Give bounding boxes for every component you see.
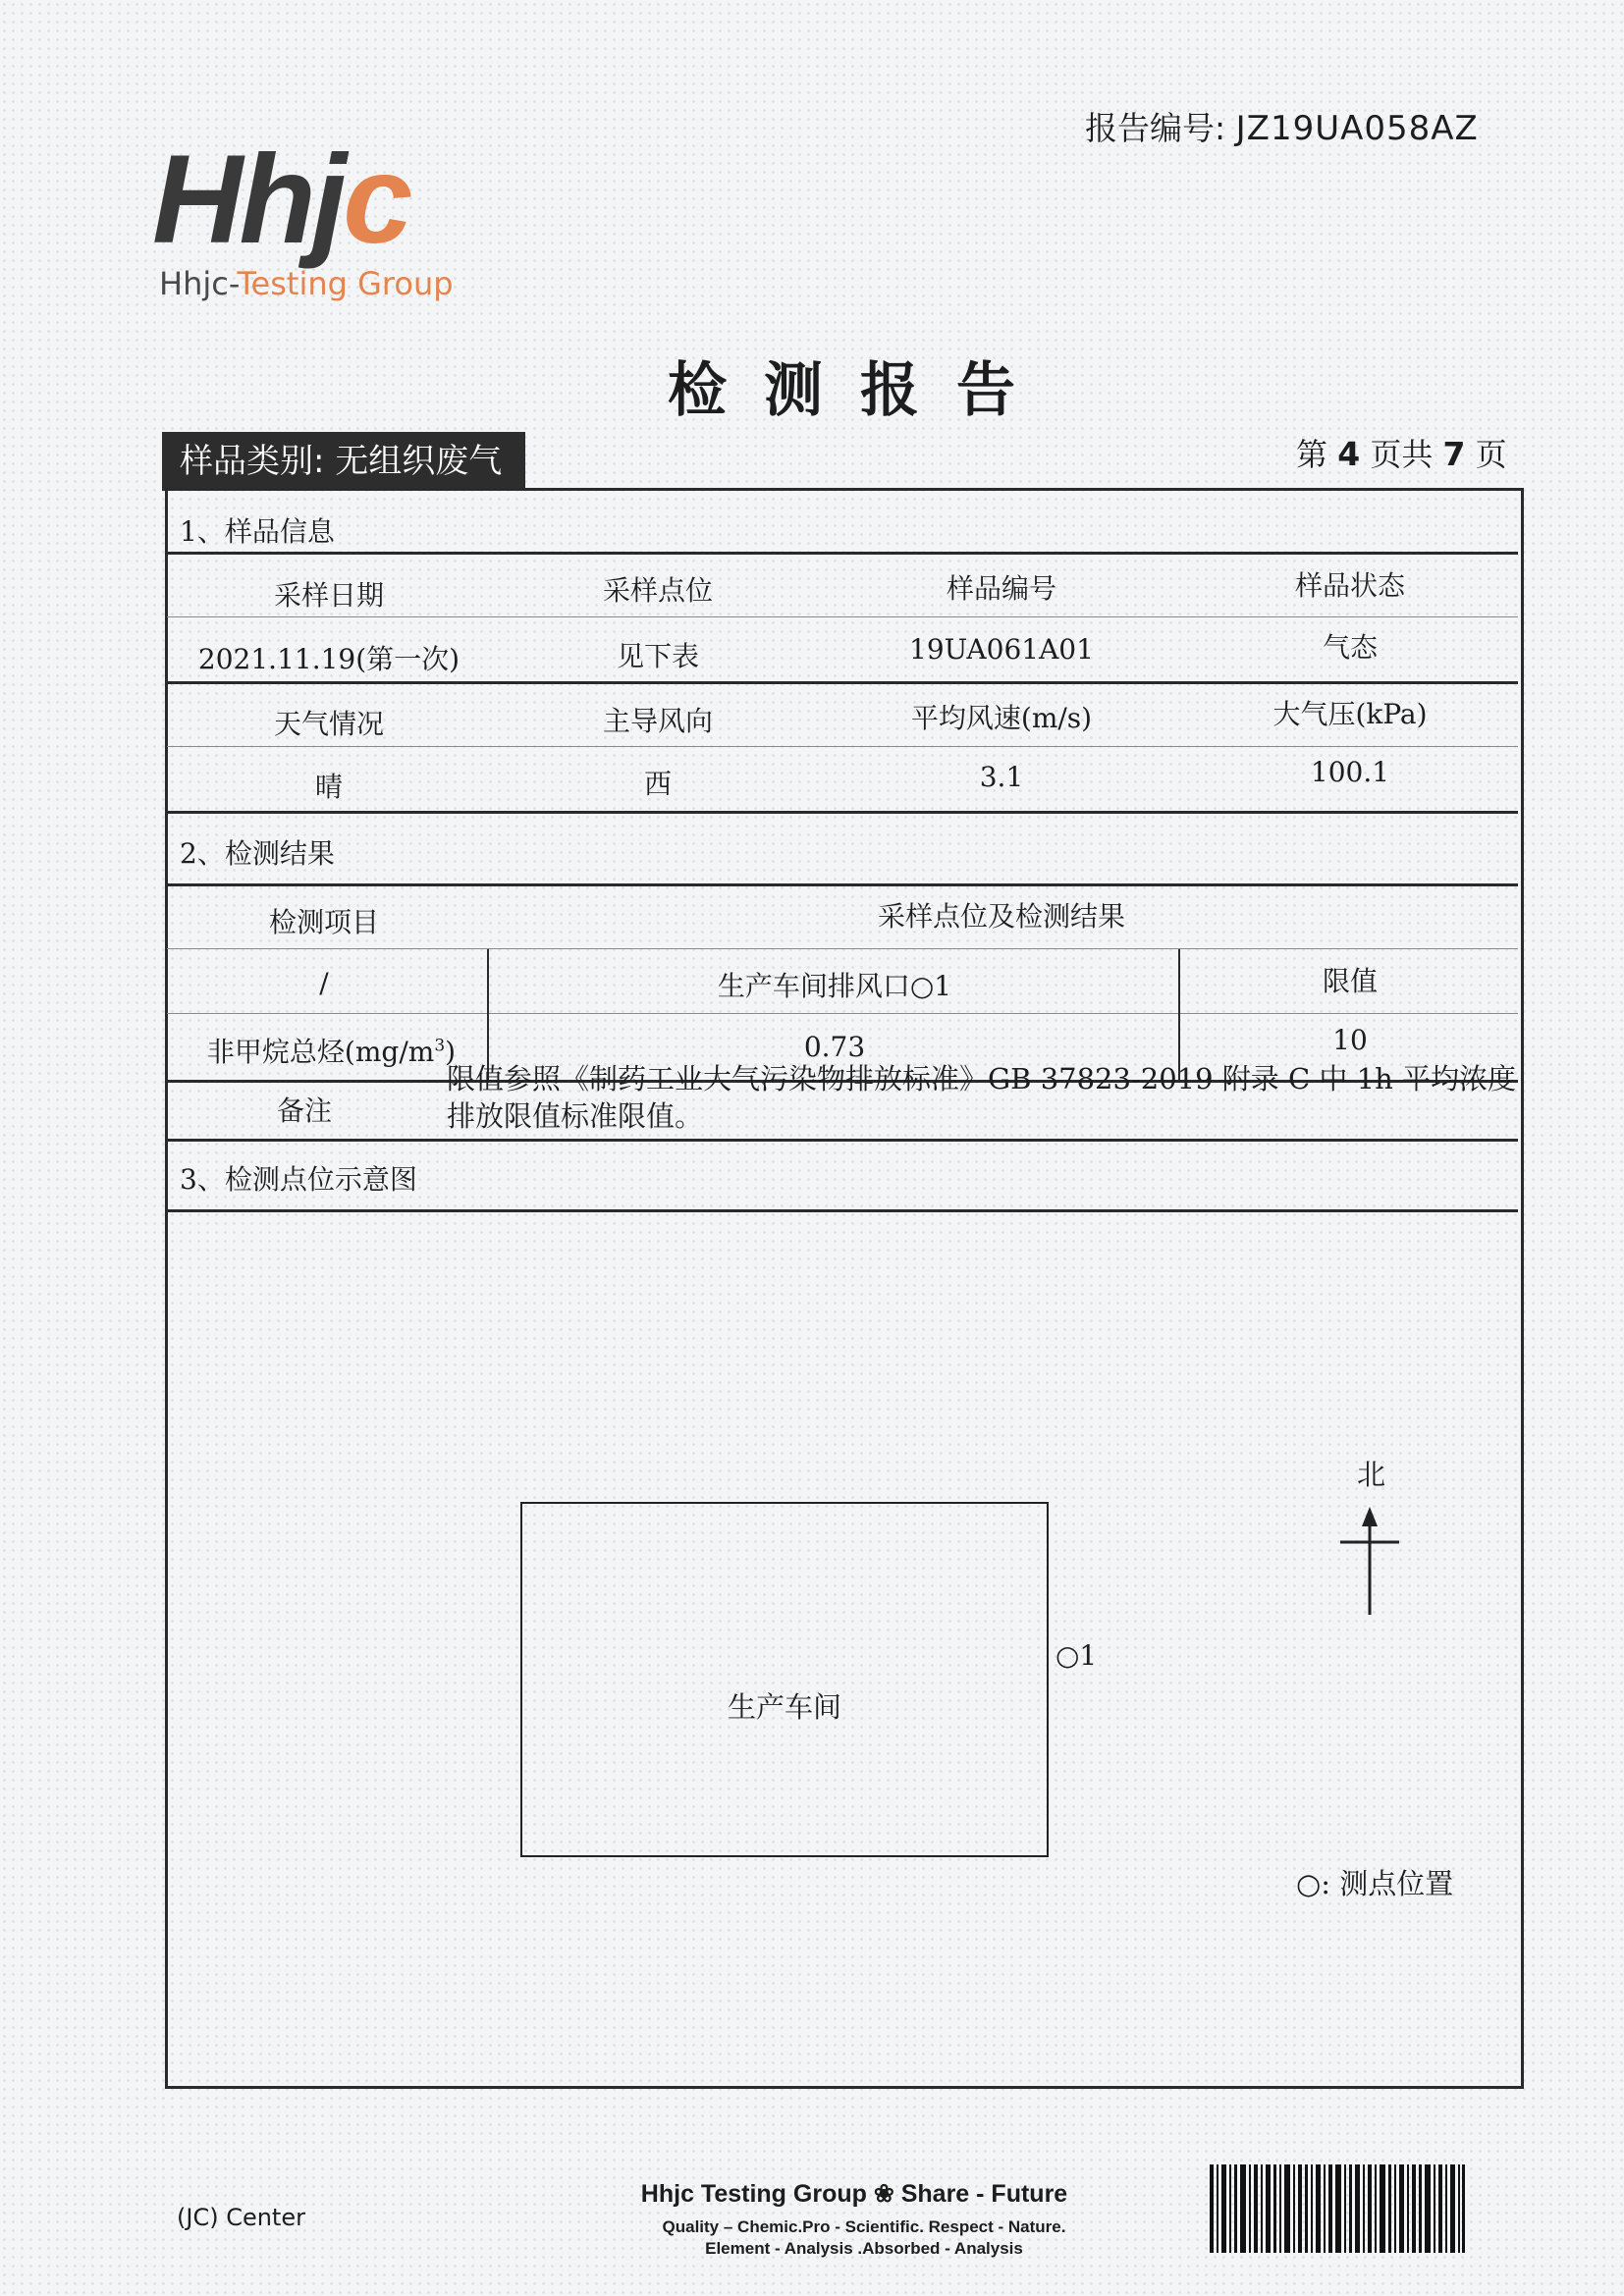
footer-center-label: (JC) Center <box>177 2204 305 2231</box>
document-title: 检测报告 <box>668 356 1053 425</box>
sample-category-banner: 样品类别: 无组织废气 <box>162 432 525 491</box>
rule <box>167 1013 1518 1014</box>
test-item-value: 0.73 <box>803 1031 866 1063</box>
footer-tagline: Quality – Chemic.Pro - Scientific. Respect - Nature. Element - Analysis .Absorbed - Analysis <box>662 2217 1066 2258</box>
page-total: 7 <box>1442 435 1466 473</box>
page-number: 第 4 页共 7 页 <box>1296 435 1507 473</box>
rule <box>167 1139 1518 1142</box>
header-limit: 限值 <box>1322 965 1378 997</box>
north-arrow-icon <box>1340 1507 1399 1615</box>
sampling-point-marker: ○1 <box>1056 1639 1098 1672</box>
rule <box>167 552 1518 555</box>
rule <box>167 948 1518 949</box>
rule <box>167 681 1518 684</box>
rule <box>167 616 1518 617</box>
report-number-value: JZ19UA058AZ <box>1235 109 1479 148</box>
section-diagram-title: 3、检测点位示意图 <box>180 1163 417 1196</box>
value-weather: 晴 <box>314 771 343 803</box>
workshop-label: 生产车间 <box>727 1690 841 1724</box>
value-wind-speed: 3.1 <box>979 761 1024 793</box>
value-wind-direction: 西 <box>643 768 672 800</box>
test-item-name: 非甲烷总烃$(mg/m^3)$ <box>206 1036 457 1068</box>
workshop-building <box>520 1502 1049 1857</box>
header-sampling-point: 采样点位 <box>602 574 713 607</box>
company-logo-subtitle: Hhjc-Testing Group <box>159 265 454 302</box>
header-sampling-date: 采样日期 <box>273 579 384 612</box>
value-sample-state: 气态 <box>1322 631 1378 664</box>
header-weather: 天气情况 <box>273 708 384 740</box>
section-results-title: 2、检测结果 <box>180 837 335 870</box>
note-label: 备注 <box>276 1095 332 1127</box>
header-results: 采样点位及检测结果 <box>877 900 1125 933</box>
value-sample-id: 19UA061A01 <box>909 633 1094 666</box>
legend-measurement-point: ○: 测点位置 <box>1296 1867 1454 1900</box>
header-point-exhaust: 生产车间排风口○1 <box>717 970 952 1002</box>
header-test-item: 检测项目 <box>268 906 379 938</box>
north-label: 北 <box>1357 1458 1386 1491</box>
header-sample-state: 样品状态 <box>1294 569 1405 602</box>
barcode <box>1210 2164 1465 2253</box>
value-sampling-point: 见下表 <box>616 640 699 672</box>
header-sample-id: 样品编号 <box>946 572 1056 605</box>
page-current: 4 <box>1337 435 1361 473</box>
footer-brand: Hhjc Testing Group ❀ Share - Future <box>640 2180 1068 2208</box>
report-number-label: 报告编号: <box>1085 109 1226 147</box>
section-sample-info-title: 1、样品信息 <box>180 515 335 548</box>
header-wind-speed: 平均风速(m/s) <box>910 702 1093 734</box>
rule <box>167 1209 1518 1212</box>
note-text: 限值参照《制药工业大气污染物排放标准》GB 37823-2019 附录 C 中 1h 平均浓度排放限值标准限值。 <box>447 1062 1516 1133</box>
rule <box>167 811 1518 814</box>
value-sampling-date: 2021.11.19(第一次) <box>197 643 460 675</box>
report-number <box>1085 103 1479 149</box>
header-wind-direction: 主导风向 <box>602 705 713 737</box>
header-pressure: 大气压(kPa) <box>1272 698 1428 730</box>
header-sub-item: / <box>319 967 329 999</box>
test-item-limit: 10 <box>1332 1024 1368 1056</box>
rule <box>167 883 1518 886</box>
rule <box>167 746 1518 747</box>
company-logo: Hhjc <box>152 130 409 270</box>
value-pressure: 100.1 <box>1310 756 1390 788</box>
